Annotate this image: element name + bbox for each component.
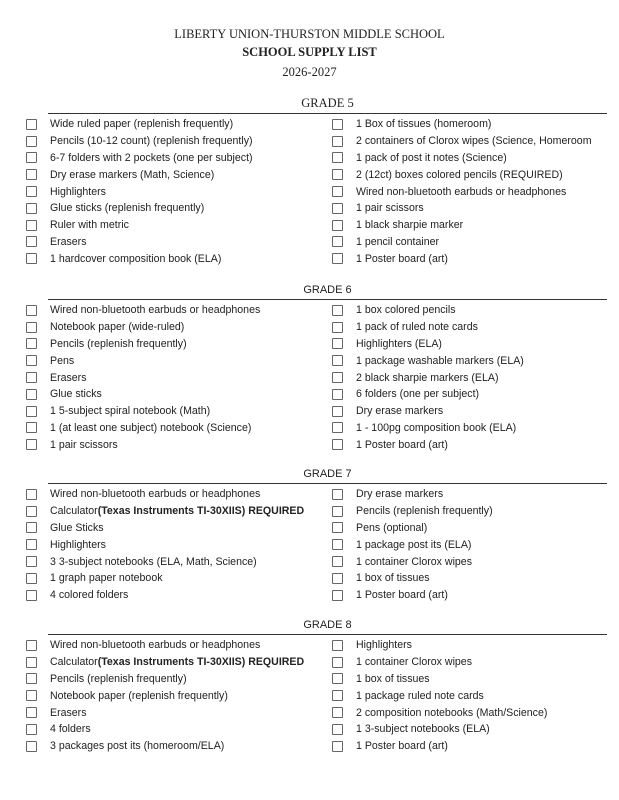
supply-item[interactable] bbox=[332, 234, 592, 251]
checkbox[interactable] bbox=[332, 506, 343, 517]
supply-item[interactable] bbox=[332, 436, 524, 453]
supply-item[interactable] bbox=[332, 302, 524, 319]
supply-item[interactable] bbox=[332, 704, 547, 721]
supply-item[interactable] bbox=[26, 217, 253, 234]
item-label: 1 5-subject spiral notebook (Math) bbox=[50, 405, 211, 418]
checkbox[interactable] bbox=[26, 236, 37, 247]
checkbox[interactable] bbox=[26, 640, 37, 651]
supply-item[interactable] bbox=[332, 386, 524, 403]
item-label: 4 folders bbox=[50, 723, 91, 736]
checkbox[interactable] bbox=[332, 236, 343, 247]
checkbox[interactable] bbox=[26, 556, 37, 567]
supply-item[interactable] bbox=[26, 704, 304, 721]
checkbox[interactable] bbox=[26, 119, 37, 130]
checkbox[interactable] bbox=[332, 169, 343, 180]
supply-item[interactable] bbox=[26, 637, 304, 654]
grade-heading: GRADE 8 bbox=[303, 619, 352, 631]
item-label: 6 folders (one per subject) bbox=[356, 388, 480, 401]
checkbox[interactable] bbox=[26, 522, 37, 533]
right-column bbox=[332, 116, 592, 267]
item-label: 1 box of tissues bbox=[356, 672, 430, 685]
supply-item[interactable] bbox=[26, 200, 253, 217]
item-label: 1 - 100pg composition book (ELA) bbox=[356, 421, 517, 434]
item-label: Wired non-bluetooth earbuds or headphones bbox=[356, 185, 567, 198]
checkbox[interactable] bbox=[26, 355, 37, 366]
supply-item[interactable] bbox=[26, 166, 253, 183]
item-label-emphasis: (Texas Instruments TI-30XIIS) REQUIRED bbox=[97, 505, 305, 518]
checkbox[interactable] bbox=[332, 389, 343, 400]
item-label: Highlighters bbox=[50, 185, 106, 198]
item-label-emphasis: (Texas Instruments TI-30XIIS) REQUIRED bbox=[97, 656, 305, 669]
supply-item[interactable] bbox=[332, 133, 592, 150]
supply-item[interactable] bbox=[26, 250, 253, 267]
item-label: 3 packages post its (homeroom/ELA) bbox=[50, 740, 225, 753]
item-label: 1 hardcover composition book (ELA) bbox=[50, 252, 222, 265]
supply-item[interactable] bbox=[26, 654, 304, 671]
checkbox[interactable] bbox=[332, 556, 343, 567]
checkbox[interactable] bbox=[26, 673, 37, 684]
checkbox[interactable] bbox=[332, 573, 343, 584]
item-label: Erasers bbox=[50, 706, 87, 719]
school-year: 2026-2027 bbox=[282, 65, 337, 79]
checkbox[interactable] bbox=[26, 152, 37, 163]
supply-item[interactable] bbox=[26, 420, 260, 437]
item-label: 1 (at least one subject) notebook (Science) bbox=[50, 421, 252, 434]
checkbox[interactable] bbox=[332, 355, 343, 366]
school-name: LIBERTY UNION-THURSTON MIDDLE SCHOOL bbox=[174, 27, 445, 41]
checkbox[interactable] bbox=[26, 253, 37, 264]
supply-item[interactable] bbox=[26, 403, 260, 420]
section-divider bbox=[48, 299, 607, 300]
left-column bbox=[26, 637, 304, 755]
checkbox[interactable] bbox=[332, 590, 343, 601]
item-label: 1 3-subject notebooks (ELA) bbox=[356, 723, 490, 736]
item-label: 1 pack of post it notes (Science) bbox=[356, 151, 507, 164]
supply-item[interactable] bbox=[332, 654, 547, 671]
grade-heading: GRADE 5 bbox=[301, 96, 354, 110]
item-label: Notebook paper (replenish frequently) bbox=[50, 689, 228, 702]
item-label: Dry erase markers bbox=[356, 405, 444, 418]
item-label: Pencils (10-12 count) (replenish frequently) bbox=[50, 135, 253, 148]
supply-item[interactable] bbox=[332, 637, 547, 654]
checkbox[interactable] bbox=[26, 186, 37, 197]
supply-item[interactable] bbox=[26, 587, 304, 604]
supply-item[interactable] bbox=[332, 217, 592, 234]
supply-item[interactable] bbox=[332, 721, 547, 738]
checkbox[interactable] bbox=[26, 690, 37, 701]
supply-item[interactable] bbox=[332, 250, 592, 267]
item-label: 3 3-subject notebooks (ELA, Math, Science) bbox=[50, 555, 257, 568]
item-label: Dry erase markers (Math, Science) bbox=[50, 168, 215, 181]
supply-item[interactable] bbox=[332, 200, 592, 217]
supply-item[interactable] bbox=[26, 116, 253, 133]
supply-item[interactable] bbox=[26, 302, 260, 319]
checkbox[interactable] bbox=[332, 522, 343, 533]
checkbox[interactable] bbox=[26, 406, 37, 417]
item-label: Highlighters bbox=[356, 639, 412, 652]
checkbox[interactable] bbox=[26, 305, 37, 316]
item-label: 1 Poster board (art) bbox=[356, 589, 448, 602]
checkbox[interactable] bbox=[26, 506, 37, 517]
grade-heading: GRADE 7 bbox=[303, 468, 352, 480]
checkbox[interactable] bbox=[26, 439, 37, 450]
item-label: 1 pair scissors bbox=[356, 202, 424, 215]
checkbox[interactable] bbox=[332, 152, 343, 163]
supply-item[interactable] bbox=[332, 671, 547, 688]
supply-item[interactable] bbox=[26, 150, 253, 167]
item-label: 4 colored folders bbox=[50, 589, 129, 602]
checkbox[interactable] bbox=[26, 203, 37, 214]
supply-item[interactable] bbox=[332, 503, 493, 520]
left-column bbox=[26, 302, 260, 453]
checkbox[interactable] bbox=[332, 220, 343, 231]
supply-item[interactable] bbox=[332, 738, 547, 755]
checkbox[interactable] bbox=[332, 707, 343, 718]
checkbox[interactable] bbox=[26, 372, 37, 383]
checkbox[interactable] bbox=[332, 119, 343, 130]
right-column bbox=[332, 486, 493, 604]
checkbox[interactable] bbox=[332, 489, 343, 500]
section-divider bbox=[48, 113, 607, 114]
item-label: Glue sticks (replenish frequently) bbox=[50, 202, 205, 215]
item-label: 2 (12ct) boxes colored pencils (REQUIRED) bbox=[356, 168, 563, 181]
checkbox[interactable] bbox=[26, 539, 37, 550]
checkbox[interactable] bbox=[332, 741, 343, 752]
supply-item[interactable] bbox=[332, 336, 524, 353]
supply-item[interactable] bbox=[26, 133, 253, 150]
item-label: Calculator bbox=[50, 505, 98, 518]
supply-item[interactable] bbox=[26, 570, 304, 587]
item-label: 6-7 folders with 2 pockets (one per subject) bbox=[50, 151, 253, 164]
supply-item[interactable] bbox=[26, 336, 260, 353]
supply-item[interactable] bbox=[332, 486, 493, 503]
grade-heading: GRADE 6 bbox=[303, 284, 352, 296]
item-label: Pencils (replenish frequently) bbox=[50, 337, 187, 350]
document-title: SCHOOL SUPPLY LIST bbox=[242, 45, 377, 59]
checkbox[interactable] bbox=[332, 439, 343, 450]
checkbox[interactable] bbox=[332, 673, 343, 684]
supply-item[interactable] bbox=[332, 369, 524, 386]
supply-item[interactable] bbox=[26, 503, 304, 520]
item-label: 1 Poster board (art) bbox=[356, 252, 448, 265]
supply-item[interactable] bbox=[26, 436, 260, 453]
checkbox[interactable] bbox=[26, 489, 37, 500]
checkbox[interactable] bbox=[332, 322, 343, 333]
checkbox[interactable] bbox=[26, 169, 37, 180]
item-label: 1 pencil container bbox=[356, 235, 440, 248]
item-label: 1 pair scissors bbox=[50, 438, 118, 451]
item-label: 2 black sharpie markers (ELA) bbox=[356, 371, 499, 384]
supply-item[interactable] bbox=[332, 166, 592, 183]
checkbox[interactable] bbox=[332, 136, 343, 147]
checkbox[interactable] bbox=[332, 657, 343, 668]
supply-item[interactable] bbox=[26, 486, 304, 503]
item-label: Highlighters (ELA) bbox=[356, 337, 442, 350]
supply-item[interactable] bbox=[332, 352, 524, 369]
supply-item[interactable] bbox=[26, 671, 304, 688]
checkbox[interactable] bbox=[332, 539, 343, 550]
section-divider bbox=[48, 634, 607, 635]
checkbox[interactable] bbox=[26, 322, 37, 333]
supply-item[interactable] bbox=[26, 183, 253, 200]
item-label: 1 container Clorox wipes bbox=[356, 555, 472, 568]
left-column bbox=[26, 486, 304, 604]
item-label: 1 black sharpie marker bbox=[356, 219, 464, 232]
supply-item[interactable] bbox=[26, 234, 253, 251]
supply-item[interactable] bbox=[332, 553, 493, 570]
item-label: 1 package post its (ELA) bbox=[356, 538, 472, 551]
supply-item[interactable] bbox=[26, 352, 260, 369]
item-label: 1 container Clorox wipes bbox=[356, 656, 472, 669]
item-label: 1 Poster board (art) bbox=[356, 438, 448, 451]
checkbox[interactable] bbox=[26, 741, 37, 752]
item-label: Wide ruled paper (replenish frequently) bbox=[50, 118, 234, 131]
checkbox[interactable] bbox=[332, 406, 343, 417]
supply-item[interactable] bbox=[332, 183, 592, 200]
right-column bbox=[332, 637, 547, 755]
supply-item[interactable] bbox=[332, 587, 493, 604]
supply-item[interactable] bbox=[26, 738, 304, 755]
item-label: 1 box of tissues bbox=[356, 572, 430, 585]
supply-item[interactable] bbox=[332, 520, 493, 537]
checkbox[interactable] bbox=[332, 372, 343, 383]
item-label: Ruler with metric bbox=[50, 219, 129, 232]
item-label: Dry erase markers bbox=[356, 488, 444, 501]
item-label: Wired non-bluetooth earbuds or headphones bbox=[50, 304, 261, 317]
checkbox[interactable] bbox=[26, 657, 37, 668]
section-divider bbox=[48, 483, 607, 484]
item-label: Glue sticks bbox=[50, 388, 102, 401]
item-label: Wired non-bluetooth earbuds or headphones bbox=[50, 488, 261, 501]
checkbox[interactable] bbox=[332, 724, 343, 735]
checkbox[interactable] bbox=[332, 203, 343, 214]
item-label: 1 Box of tissues (homeroom) bbox=[356, 118, 492, 131]
item-label: Pencils (replenish frequently) bbox=[50, 672, 187, 685]
supply-item[interactable] bbox=[26, 553, 304, 570]
item-label: 1 package ruled note cards bbox=[356, 689, 484, 702]
supply-item[interactable] bbox=[26, 520, 304, 537]
supply-item[interactable] bbox=[332, 570, 493, 587]
item-label: Erasers bbox=[50, 371, 87, 384]
supply-item[interactable] bbox=[332, 420, 524, 437]
supply-item[interactable] bbox=[332, 116, 592, 133]
checkbox[interactable] bbox=[26, 573, 37, 584]
item-label: Glue Sticks bbox=[50, 521, 104, 534]
item-label: 2 composition notebooks (Math/Science) bbox=[356, 706, 548, 719]
supply-item[interactable] bbox=[332, 319, 524, 336]
right-column bbox=[332, 302, 524, 453]
supply-item[interactable] bbox=[332, 150, 592, 167]
item-label: 1 box colored pencils bbox=[356, 304, 456, 317]
item-label: Highlighters bbox=[50, 538, 106, 551]
item-label: Calculator bbox=[50, 656, 98, 669]
supply-item[interactable] bbox=[26, 721, 304, 738]
checkbox[interactable] bbox=[26, 422, 37, 433]
item-label: Notebook paper (wide-ruled) bbox=[50, 321, 185, 334]
item-label: Wired non-bluetooth earbuds or headphones bbox=[50, 639, 261, 652]
checkbox[interactable] bbox=[26, 724, 37, 735]
checkbox[interactable] bbox=[26, 389, 37, 400]
supply-item[interactable] bbox=[332, 687, 547, 704]
supply-item[interactable] bbox=[332, 536, 493, 553]
supply-item[interactable] bbox=[332, 403, 524, 420]
item-label: 1 Poster board (art) bbox=[356, 740, 448, 753]
left-column bbox=[26, 116, 253, 267]
item-label: Pens (optional) bbox=[356, 521, 428, 534]
supply-item[interactable] bbox=[26, 536, 304, 553]
checkbox[interactable] bbox=[26, 338, 37, 349]
supply-item[interactable] bbox=[26, 369, 260, 386]
checkbox[interactable] bbox=[26, 136, 37, 147]
item-label: 1 graph paper notebook bbox=[50, 572, 163, 585]
supply-item[interactable] bbox=[26, 687, 304, 704]
checkbox[interactable] bbox=[26, 220, 37, 231]
checkbox[interactable] bbox=[332, 253, 343, 264]
checkbox[interactable] bbox=[332, 640, 343, 651]
checkbox[interactable] bbox=[332, 338, 343, 349]
item-label: Pencils (replenish frequently) bbox=[356, 505, 493, 518]
item-label: Erasers bbox=[50, 235, 87, 248]
supply-item[interactable] bbox=[26, 386, 260, 403]
checkbox[interactable] bbox=[26, 707, 37, 718]
item-label: 1 pack of ruled note cards bbox=[356, 321, 478, 334]
item-label: Pens bbox=[50, 354, 75, 367]
item-label: 2 containers of Clorox wipes (Science, Homeroom bbox=[356, 135, 592, 148]
checkbox[interactable] bbox=[332, 690, 343, 701]
supply-item[interactable] bbox=[26, 319, 260, 336]
checkbox[interactable] bbox=[332, 422, 343, 433]
item-label: 1 package washable markers (ELA) bbox=[356, 354, 524, 367]
checkbox[interactable] bbox=[26, 590, 37, 601]
checkbox[interactable] bbox=[332, 186, 343, 197]
checkbox[interactable] bbox=[332, 305, 343, 316]
